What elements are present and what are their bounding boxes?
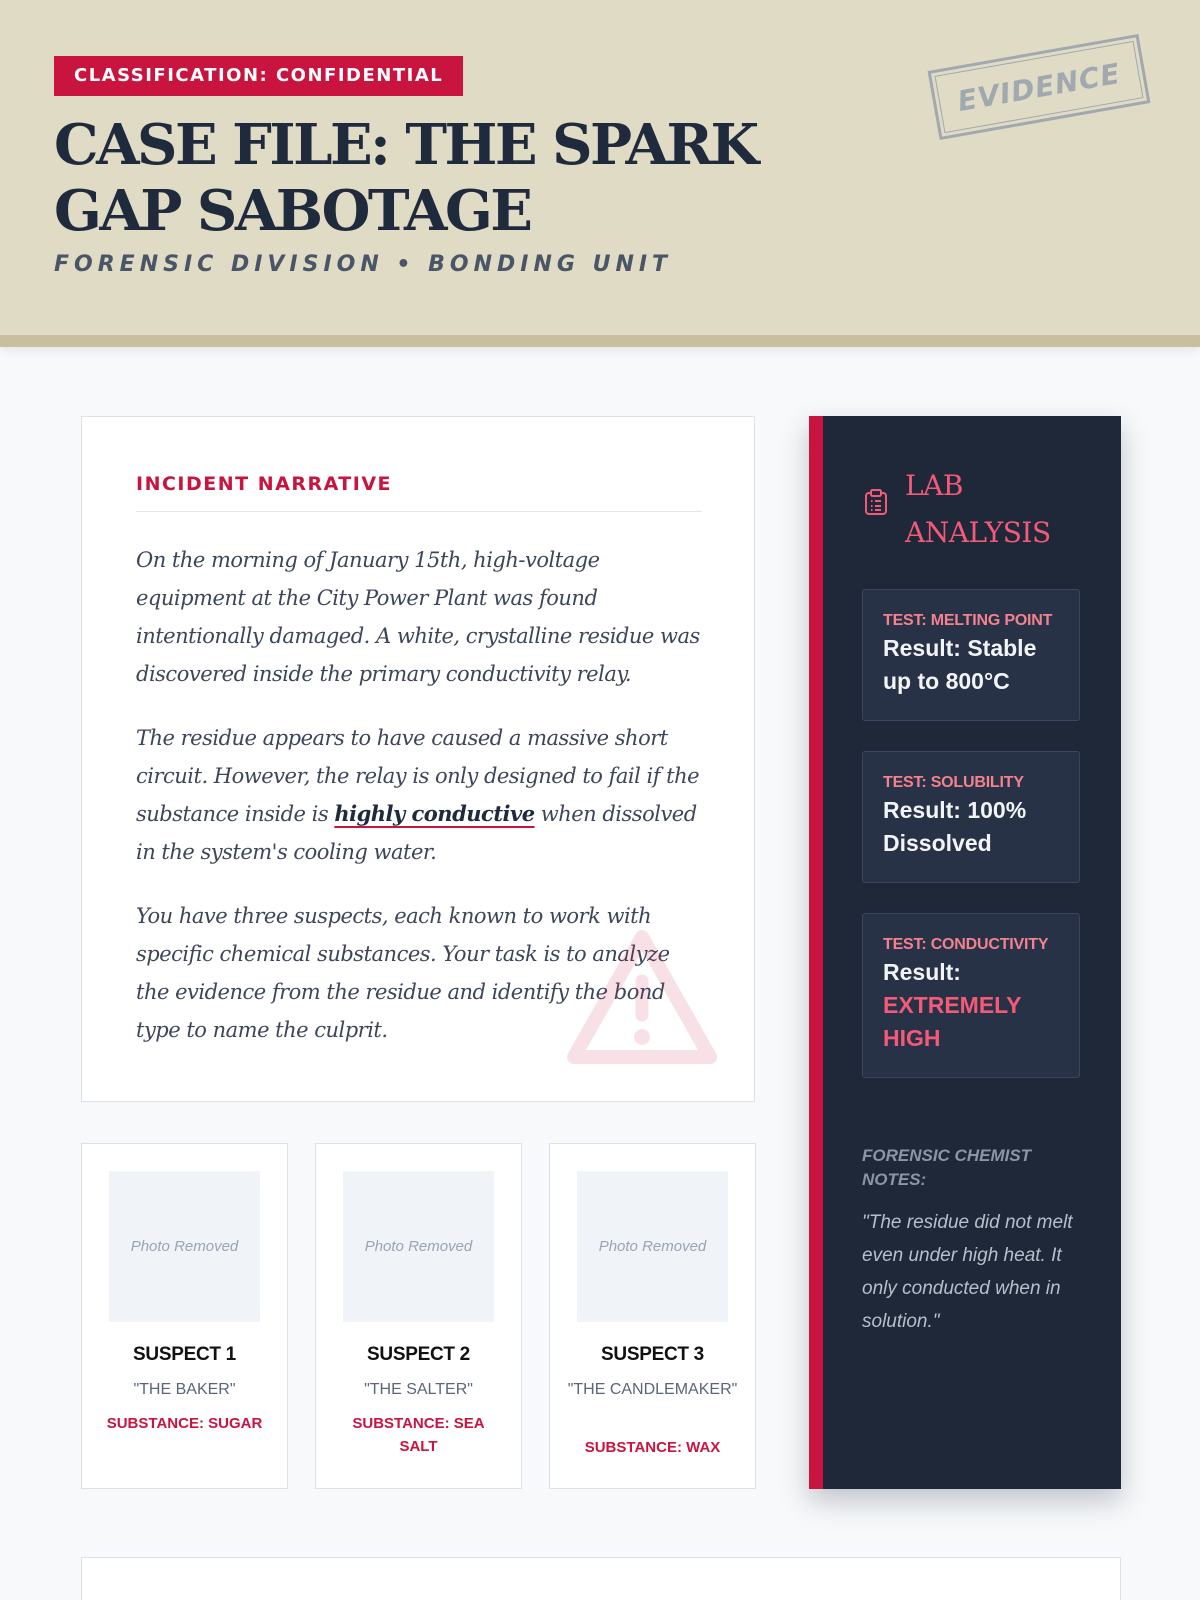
suspect-substance: SUBSTANCE: WAX: [584, 1439, 721, 1456]
narrative-divider: [136, 511, 702, 512]
test-result-highlight: EXTREMELY HIGH: [883, 992, 1022, 1051]
suspect-photo-placeholder: Photo Removed: [577, 1171, 728, 1322]
narrative-p2-before: The residue appears to have caused a massive short circuit. However, the relay is only designed to fail if the substance inside is: [136, 726, 700, 826]
chemist-notes-label: FORENSIC CHEMIST NOTES:: [862, 1146, 1032, 1189]
suspect-name: SUSPECT 1: [133, 1344, 236, 1365]
suspect-alias: "THE SALTER": [364, 1381, 473, 1398]
narrative-heading: INCIDENT NARRATIVE: [136, 473, 393, 495]
lab-analysis-panel: [809, 416, 1121, 1489]
test-card-solubility: [862, 751, 1080, 883]
case-header: [0, 0, 1200, 347]
suspect-name: SUSPECT 3: [601, 1344, 704, 1365]
test-result: Result: 100% Dissolved: [883, 797, 1027, 856]
warning-triangle-icon: [562, 925, 722, 1071]
suspect-photo-placeholder: Photo Removed: [109, 1171, 260, 1322]
highlight-highly-conductive: highly conductive: [334, 801, 535, 826]
test-card-melting-point: [862, 589, 1080, 721]
suspect-card-2: [315, 1143, 522, 1489]
evidence-stamp: [928, 34, 1151, 140]
suspect-alias: "THE CANDLEMAKER": [567, 1381, 738, 1398]
case-title: CASE FILE: THE SPARK GAP SABOTAGE: [54, 112, 757, 244]
suspect-name: SUSPECT 2: [367, 1344, 470, 1365]
suspect-substance: SUBSTANCE: SUGAR: [106, 1415, 263, 1432]
narrative-p2-after: when dissolved in the system's cooling water.: [136, 802, 697, 864]
test-label: TEST: CONDUCTIVITY: [883, 936, 1049, 953]
next-section-card: [81, 1557, 1121, 1600]
narrative-paragraph-3: You have three suspects, each known to work with specific chemical substances. Your task is to analyze the evidence from the residue and identify the bond type to name the culprit.: [136, 904, 670, 1042]
test-result: Result: Stable up to 800°C: [883, 635, 1037, 694]
clipboard-icon: [863, 488, 889, 516]
classification-badge: CLASSIFICATION: CONFIDENTIAL: [54, 56, 463, 96]
test-card-conductivity: [862, 913, 1080, 1078]
test-result: [883, 956, 1059, 1055]
test-label: TEST: MELTING POINT: [883, 612, 1053, 629]
suspect-photo-placeholder: Photo Removed: [343, 1171, 494, 1322]
narrative-paragraph-1: On the morning of January 15th, high-voltage equipment at the City Power Plant was found intentionally damaged. A white, crystalline residue was discovered inside the primary conductivity relay.: [136, 548, 700, 686]
evidence-stamp-text: EVIDENCE: [955, 56, 1123, 118]
suspect-alias: "THE BAKER": [133, 1381, 236, 1398]
lab-analysis-title: LAB ANALYSIS: [905, 469, 1051, 549]
suspect-card-1: [81, 1143, 288, 1489]
test-label: TEST: SOLUBILITY: [883, 774, 1024, 791]
suspect-card-3: [549, 1143, 756, 1489]
chemist-notes-text: "The residue did not melt even under high heat. It only conducted when in solution.": [862, 1212, 1073, 1332]
narrative-paragraph-2: [136, 719, 702, 871]
suspect-substance: SUBSTANCE: SEA SALT: [352, 1415, 485, 1455]
case-subtitle: FORENSIC DIVISION • BONDING UNIT: [54, 252, 673, 277]
incident-narrative-card: [81, 416, 755, 1102]
test-result-prefix: Result:: [883, 959, 961, 985]
